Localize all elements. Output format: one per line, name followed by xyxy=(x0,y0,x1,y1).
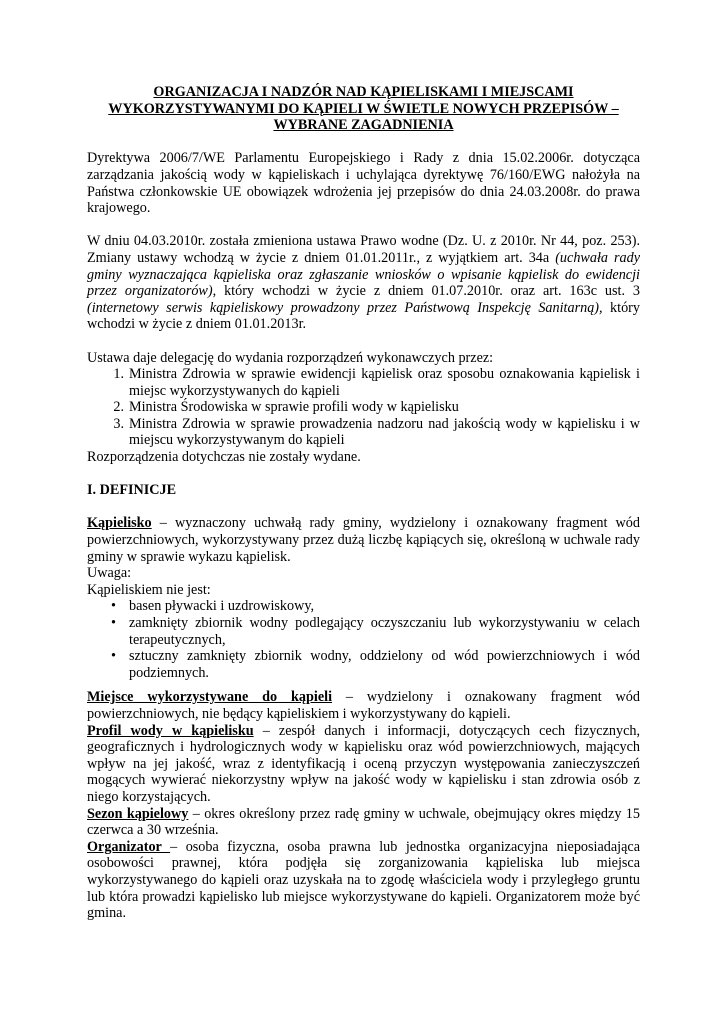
definition-organizator xyxy=(87,839,640,922)
bullet-icon: • xyxy=(111,648,116,665)
list-text: zamknięty zbiornik wodny podlegający oczyszczaniu lub wykorzystywaniu w celach terapeutycznych, xyxy=(129,615,640,648)
title-line-1: ORGANIZACJA I NADZÓR NAD KĄPIELISKAMI I MIEJSCAMI xyxy=(153,84,574,100)
definition-sezon xyxy=(87,806,640,839)
list-item xyxy=(87,615,640,648)
document-body xyxy=(87,84,640,922)
def-kapielisko: – wyznaczony uchwałą rady gminy, wydzielony i oznakowany fragment wód powierzchniowych, wykorzystywany przez dużą liczbę kąpiących się, określoną w uchwale rady gminy w sprawie wykazu kąpielisk. xyxy=(87,515,640,565)
p2-text-b: , który wchodzi w życie z dniem 01.07.2010r. oraz art. 163c ust. 3 xyxy=(212,283,640,300)
list-number: 2. xyxy=(113,399,124,416)
bullet-icon: • xyxy=(111,598,116,615)
list-item xyxy=(87,399,640,416)
document-title xyxy=(87,84,640,134)
list-text: sztuczny zamknięty zbiornik wodny, oddzielony od wód powierzchniowych i wód podziemnych. xyxy=(129,648,640,681)
list-item xyxy=(87,648,640,681)
term-profil: Profil wody w kąpielisku xyxy=(87,722,254,739)
list-number: 1. xyxy=(113,366,124,383)
term-kapielisko: Kąpielisko xyxy=(87,515,152,532)
term-organizator: Organizator xyxy=(87,838,171,855)
title-line-3: WYBRANE ZAGADNIENIA xyxy=(273,117,454,134)
regulation-list xyxy=(87,366,640,449)
definition-kapielisko xyxy=(87,515,640,565)
def-miejsce: – wydzielony i oznakowany fragment wód powierzchniowych, nie będący kąpieliskiem i wykorzystywany do kąpieli. xyxy=(87,689,640,722)
list-text: Ministra Środowiska w sprawie profili wody w kąpielisku xyxy=(129,399,459,416)
list-item xyxy=(87,416,640,449)
term-miejsce: Miejsce wykorzystywane do kąpieli xyxy=(87,689,333,706)
list-item xyxy=(87,598,640,615)
intro-paragraph-4: Rozporządzenia dotychczas nie zostały wydane. xyxy=(87,449,361,466)
def-sezon: – okres określony przez radę gminy w uchwale, obejmujący okres między 15 czerwca a 30 września. xyxy=(87,805,640,839)
not-kapielisko-label: Kąpieliskiem nie jest: xyxy=(87,581,211,598)
list-number: 3. xyxy=(113,415,124,432)
def-profil: – zespół danych i informacji, dotyczących cech fizycznych, geograficznych i hydrologicznych wody w kąpielisku oraz wód powierzchniowych, mających wpływ na jej jakość, wraz z identyfikacją i oceną przyczyn występowania zanieczyszczeń mogących wywierać niekorzystny wpływ na jakość wody w kąpielisku i stan zdrowia osób z niego korzystających. xyxy=(87,722,641,805)
intro-paragraph-3: Ustawa daje delegację do wydania rozporządzeń wykonawczych przez: xyxy=(87,349,494,366)
section-heading-definitions: I. DEFINICJE xyxy=(87,482,177,499)
p2-italic-2: (internetowy serwis kąpieliskowy prowadzony przez Państwową Inspekcję Sanitarną), xyxy=(87,299,603,316)
definition-profil xyxy=(87,723,640,806)
intro-paragraph-2 xyxy=(87,233,640,333)
title-line-2: WYKORZYSTYWANYMI DO KĄPIELI W ŚWIETLE NOWYCH PRZEPISÓW – xyxy=(108,100,619,117)
bullet-icon: • xyxy=(111,615,116,631)
definition-miejsce xyxy=(87,689,640,722)
exclusion-list xyxy=(87,598,640,681)
term-sezon: Sezon kąpielowy xyxy=(87,805,189,822)
list-item xyxy=(87,366,640,399)
p2-text-a: W dniu 04.03.2010r. została zmieniona ustawa Prawo wodne (Dz. U. z 2010r. Nr 44, poz. 253). Zmiany ustawy wchodzą w życie z dniem 01.01.2011r., z wyjątkiem art. 34a xyxy=(87,233,640,266)
list-text: Ministra Zdrowia w sprawie ewidencji kąpielisk oraz sposobu oznakowania kąpielisk i miejsc wykorzystywanych do kąpieli xyxy=(129,366,640,399)
note-label: Uwaga: xyxy=(87,565,132,582)
list-text: basen pływacki i uzdrowiskowy, xyxy=(129,598,315,615)
list-text: Ministra Zdrowia w sprawie prowadzenia nadzoru nad jakością wody w kąpielisku i w miejscu wykorzystywanym do kąpieli xyxy=(129,415,640,449)
p2-italic-1: (uchwała rady gminy wyznaczająca kąpieliska oraz zgłaszanie wniosków o wpisanie kąpielisk do ewidencji przez organizatorów) xyxy=(87,249,641,300)
intro-paragraph-1: Dyrektywa 2006/7/WE Parlamentu Europejskiego i Rady z dnia 15.02.2006r. dotycząca zarządzania jakością wody w kąpieliskach i uchylająca dyrektywę 76/160/EWG nałożyła na Państwa członkowskie UE obowiązek wdrożenia jej przepisów do dnia 24.03.2008r. do prawa krajowego. xyxy=(87,150,640,217)
def-organizator: – osoba fizyczna, osoba prawna lub jednostka organizacyjna nieposiadająca osobowości prawnej, która podjęła się zorganizowania kąpieliska lub miejsca wykorzystywanego do kąpieli oraz uzyskała na to zgodę właściciela wody i przyległego gruntu lub która prowadzi kąpielisko lub miejsce wykorzystywane do kąpieli. Organizatorem może być gmina. xyxy=(87,838,641,922)
p2-text-c: który wchodzi w życie z dniem 01.01.2013r. xyxy=(87,299,640,333)
